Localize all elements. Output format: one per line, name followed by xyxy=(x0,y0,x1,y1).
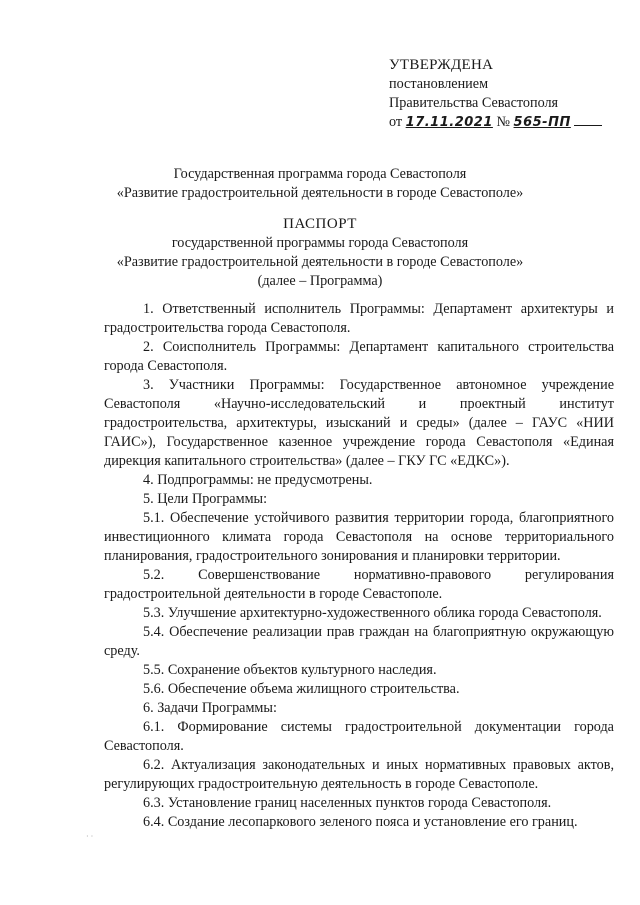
paragraph-5-2: 5.2. Совершенствование нормативно-правового регулирования градостроительной деятельности в городе Севастополе. xyxy=(104,567,614,602)
passport-heading: ПАСПОРТ xyxy=(283,216,357,232)
paragraph-4: 4. Подпрограммы: не предусмотрены. xyxy=(143,472,373,488)
passport-heading-block xyxy=(0,215,640,291)
paragraph-5-4: 5.4. Обеспечение реализации прав граждан на благоприятную окружающую среду. xyxy=(104,624,614,659)
paragraph-3: 3. Участники Программы: Государственное автономное учреждение Севастополя «Научно-исследовательский и проектный институт градостроительства, архитектуры, изысканий и среды» (далее – ГАУС «НИИ ГАИС»), Государственное казенное учреждение города Севастополя «Единая дирекция капитального строительства» (далее – ГКУ ГС «ЕДКС»). xyxy=(104,377,614,469)
passport-line-1: государственной программы города Севастополя xyxy=(171,235,469,251)
approval-line-2: Правительства Севастополя xyxy=(389,95,559,111)
approval-title: УТВЕРЖДЕНА xyxy=(389,57,494,73)
paragraph-5-5: 5.5. Сохранение объектов культурного наследия. xyxy=(143,662,437,678)
approval-block xyxy=(389,56,602,132)
program-title-line-1: Государственная программа города Севастополя xyxy=(173,166,467,182)
approval-date-line xyxy=(389,113,602,132)
passport-line-3: (далее – Программа) xyxy=(257,273,383,289)
program-title xyxy=(0,165,640,203)
paragraph-6: 6. Задачи Программы: xyxy=(143,700,277,716)
paragraph-5-1: 5.1. Обеспечение устойчивого развития территории города, благоприятного инвестиционного климата города Севастополя на основе территориального планирования, градостроительного зонирования и планировки территории. xyxy=(104,510,614,564)
passport-line-2: «Развитие градостроительной деятельности в городе Севастополе» xyxy=(116,254,524,270)
paragraph-6-2: 6.2. Актуализация законодательных и иных нормативных правовых актов, регулирующих градостроительную деятельность в городе Севастополе. xyxy=(104,757,614,792)
paragraph-5: 5. Цели Программы: xyxy=(143,491,268,507)
approval-date: 17.11.2021 xyxy=(405,115,493,130)
paragraph-6-4: 6.4. Создание лесопаркового зеленого пояса и установление его границ. xyxy=(143,814,578,830)
paragraph-2: 2. Соисполнитель Программы: Департамент капитального строительства города Севастополя. xyxy=(104,339,614,374)
program-title-line-2: «Развитие градостроительной деятельности в городе Севастополе» xyxy=(116,185,524,201)
signature-underline xyxy=(574,113,602,126)
paragraph-5-3: 5.3. Улучшение архитектурно-художественного облика города Севастополя. xyxy=(143,605,602,621)
approval-number-prefix: № xyxy=(496,114,510,130)
paragraph-6-1: 6.1. Формирование системы градостроительной документации города Севастополя. xyxy=(104,719,614,754)
paragraph-5-6: 5.6. Обеспечение объема жилищного строительства. xyxy=(143,681,460,697)
approval-from-prefix: от xyxy=(389,114,403,130)
scan-speck: · · xyxy=(86,832,94,841)
paragraph-1: 1. Ответственный исполнитель Программы: Департамент архитектуры и градостроительства города Севастополя. xyxy=(104,301,614,336)
approval-line-1: постановлением xyxy=(389,76,489,92)
document-body xyxy=(104,300,614,832)
paragraph-6-3: 6.3. Установление границ населенных пунктов города Севастополя. xyxy=(143,795,552,811)
approval-number: 565-ПП xyxy=(513,115,571,130)
